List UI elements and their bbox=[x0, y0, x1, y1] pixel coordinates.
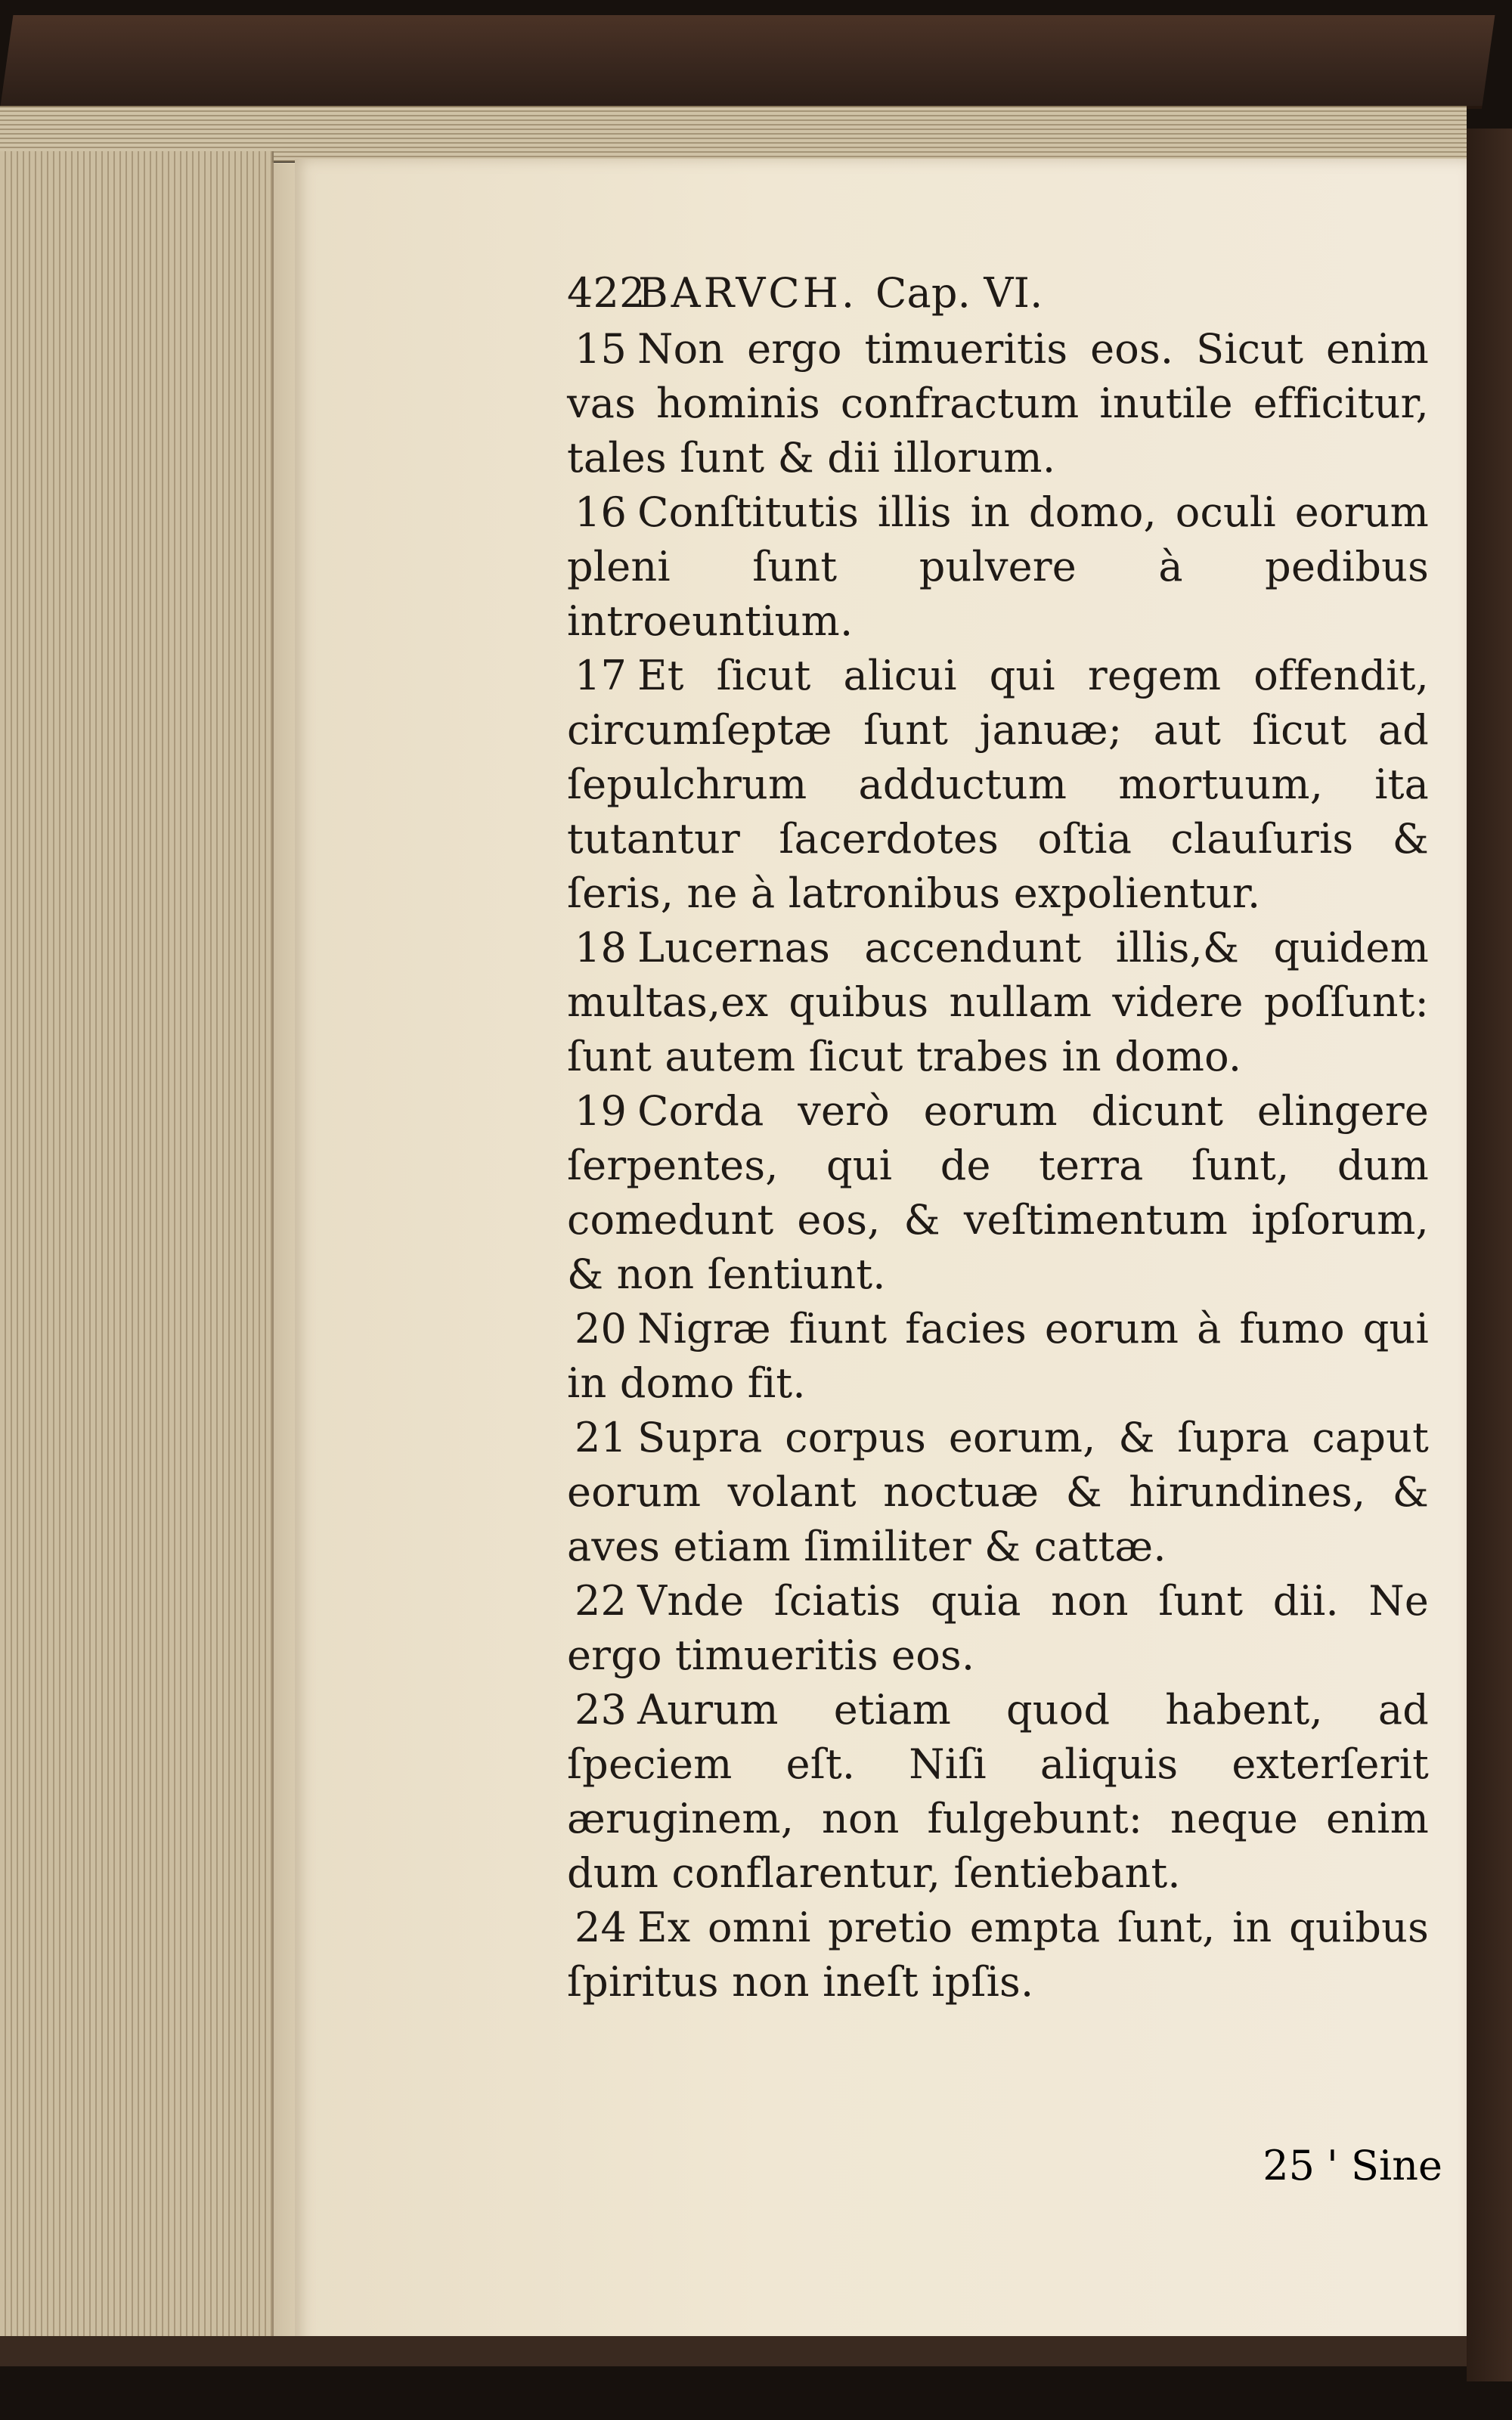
book-title: BARVCH. bbox=[638, 269, 857, 317]
facing-page-edge bbox=[1467, 129, 1512, 2381]
verse bbox=[567, 649, 1429, 921]
verse bbox=[567, 1901, 1429, 2009]
verse bbox=[567, 1302, 1429, 1411]
catchword bbox=[1263, 2139, 1442, 2193]
verse-text: Conſtitutis illis in domo, oculi eorum pleni ſunt pulvere à pedibus introeuntium. bbox=[567, 488, 1429, 645]
verse-number: 18 bbox=[575, 924, 627, 971]
verse-text: Vnde ſciatis quia non ſunt dii. Ne ergo timueritis eos. bbox=[567, 1577, 1429, 1679]
verse-number: 17 bbox=[575, 652, 627, 699]
catchword-number: 25 bbox=[1263, 2142, 1315, 2189]
verse-text: Lucernas accendunt illis,& quidem multas,ex quibus nullam videre poſſunt: ſunt autem ſicut trabes in domo. bbox=[567, 924, 1429, 1080]
verse-number: 24 bbox=[575, 1904, 627, 1951]
page-block-left bbox=[0, 151, 274, 2359]
verse-text: Non ergo timueritis eos. Sicut enim vas hominis confractum inutile efficitur, tales ſunt & dii illorum. bbox=[567, 325, 1429, 482]
running-head bbox=[567, 265, 1429, 322]
verse-text: Corda verò eorum dicunt elingere ſerpentes, qui de terra ſunt, dum comedunt eos, & veſtimentum ipſorum, & non ſentiunt. bbox=[567, 1087, 1429, 1298]
verse-text: Aurum etiam quod habent, ad ſpeciem eſt. Niſi aliquis exterſerit æruginem, non fulgebunt: neque enim dum conflarentur, ſentiebant. bbox=[567, 1686, 1429, 1897]
page-number: 422 bbox=[567, 269, 646, 317]
verse bbox=[567, 485, 1429, 649]
chapter-label: Cap. VI. bbox=[875, 269, 1043, 317]
verse bbox=[567, 921, 1429, 1084]
verse-number: 15 bbox=[575, 325, 627, 373]
book-cover-top bbox=[0, 15, 1495, 109]
book-bottom-edge bbox=[0, 2336, 1467, 2366]
verse-text: Supra corpus eorum, & ſupra caput eorum volant noctuæ & hirundines, & aves etiam ſimiliter & cattæ. bbox=[567, 1414, 1429, 1570]
catchword-text: ' Sine bbox=[1326, 2142, 1442, 2189]
verse bbox=[567, 1683, 1429, 1901]
verse bbox=[567, 1411, 1429, 1574]
verse-number: 21 bbox=[575, 1414, 627, 1461]
verse-number: 19 bbox=[575, 1087, 627, 1135]
verse-text: Et ſicut alicui qui regem offendit, circumſeptæ ſunt januæ; aut ſicut ad ſepulchrum adductum mortuum, ita tutantur ſacerdotes oſtia clauſuris & ſeris, ne à latronibus expolientur. bbox=[567, 652, 1429, 917]
page-text-block bbox=[567, 265, 1429, 2140]
verse-number: 22 bbox=[575, 1577, 627, 1625]
verse-number: 16 bbox=[575, 488, 627, 536]
verse-number: 20 bbox=[575, 1305, 627, 1353]
verse-number: 23 bbox=[575, 1686, 627, 1734]
verse bbox=[567, 1574, 1429, 1683]
verse bbox=[567, 322, 1429, 485]
verse bbox=[567, 1084, 1429, 1302]
verse-text: Nigræ fiunt facies eorum à fumo qui in domo fit. bbox=[567, 1305, 1429, 1407]
verse-text: Ex omni pretio empta ſunt, in quibus ſpiritus non ineſt ipſis. bbox=[567, 1904, 1429, 2006]
